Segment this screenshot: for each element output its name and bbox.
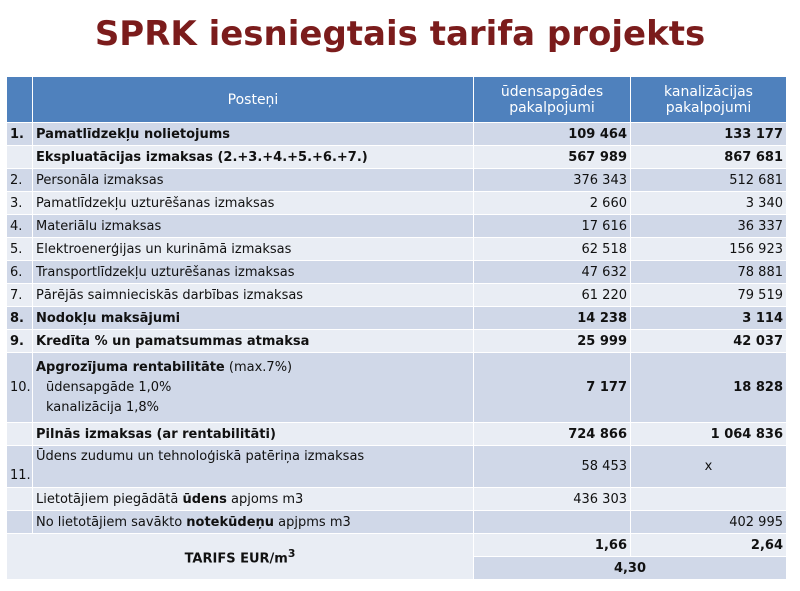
row-sewer: 78 881: [631, 261, 787, 284]
row-sewer: 36 337: [631, 215, 787, 238]
tariff-water: 1,66: [474, 534, 631, 557]
row-label: Pilnās izmaksas (ar rentabilitāti): [33, 423, 474, 446]
table-row: [7, 307, 787, 330]
tariff-table: [6, 76, 787, 580]
row-water: 47 632: [474, 261, 631, 284]
row-label: Ūdens zudumu un tehnoloģiskā patēriņa izmaksas: [33, 446, 474, 488]
table-row: [7, 238, 787, 261]
table-row: [7, 423, 787, 446]
header-sewer: [631, 77, 787, 123]
table-row: [7, 123, 787, 146]
row-label: [33, 353, 474, 423]
row-num: [7, 488, 33, 511]
profitability-row: [7, 353, 787, 423]
row-num: 9.: [7, 330, 33, 353]
profitability-sewer-rate: kanalizācija 1,8%: [46, 399, 159, 415]
tariff-row: [7, 534, 787, 557]
row-sewer: 1 064 836: [631, 423, 787, 446]
row-sewer: x: [631, 446, 787, 488]
row-sewer: 512 681: [631, 169, 787, 192]
row-label: [33, 511, 474, 534]
row-sewer: 402 995: [631, 511, 787, 534]
row-sewer: 42 037: [631, 330, 787, 353]
row-water: [474, 511, 631, 534]
row-label: [33, 488, 474, 511]
row-label: Nodokļu maksājumi: [33, 307, 474, 330]
row-water: 2 660: [474, 192, 631, 215]
row-sewer: 156 923: [631, 238, 787, 261]
row-sewer: 3 114: [631, 307, 787, 330]
tariff-label-sup: 3: [287, 546, 296, 560]
row-sewer: 133 177: [631, 123, 787, 146]
row-num: 4.: [7, 215, 33, 238]
header-water-line1: ūdensapgādes: [500, 83, 604, 100]
supplied-bold: ūdens: [182, 491, 227, 507]
row-water: 62 518: [474, 238, 631, 261]
profitability-title-rest: (max.7%): [224, 359, 293, 375]
table-header-row: [7, 77, 787, 123]
tariff-label: [7, 534, 474, 580]
row-num: [7, 423, 33, 446]
row-num: 8.: [7, 307, 33, 330]
collected-pre: No lietotājiem savākto: [36, 514, 187, 530]
table-row: [7, 284, 787, 307]
row-water: 17 616: [474, 215, 631, 238]
table-row: [7, 146, 787, 169]
row-label: Materiālu izmaksas: [33, 215, 474, 238]
header-water-line2: pakalpojumi: [509, 99, 595, 116]
header-sewer-line2: pakalpojumi: [665, 99, 752, 116]
row-num: 5.: [7, 238, 33, 261]
table-row: [7, 261, 787, 284]
header-water: [474, 77, 631, 123]
table-row: [7, 488, 787, 511]
row-water: 14 238: [474, 307, 631, 330]
row-num: 6.: [7, 261, 33, 284]
row-label: Elektroenerģijas un kurināmā izmaksas: [33, 238, 474, 261]
table-row: [7, 511, 787, 534]
table-row: [7, 169, 787, 192]
profitability-water-rate: ūdensapgāde 1,0%: [46, 379, 172, 395]
row-water: 109 464: [474, 123, 631, 146]
profitability-title-bold: Apgrozījuma rentabilitāte: [36, 359, 225, 375]
row-sewer: 3 340: [631, 192, 787, 215]
header-num-cell: [7, 77, 33, 123]
row-num: 2.: [7, 169, 33, 192]
row-label: Pārējās saimnieciskās darbības izmaksas: [33, 284, 474, 307]
row-num: 11.: [7, 446, 33, 488]
row-label: Pamatlīdzekļu uzturēšanas izmaksas: [33, 192, 474, 215]
row-num: [7, 146, 33, 169]
row-label: Kredīta % un pamatsummas atmaksa: [33, 330, 474, 353]
page-title: SPRK iesniegtais tarifa projekts: [94, 14, 706, 54]
table-row: [7, 192, 787, 215]
tariff-label-text: TARIFS EUR/m: [184, 551, 288, 567]
supplied-pre: Lietotājiem piegādātā: [36, 491, 183, 507]
collected-bold: notekūdeņu: [186, 514, 275, 530]
losses-row: [7, 446, 787, 488]
supplied-post: apjoms m3: [226, 491, 304, 507]
table-row: [7, 215, 787, 238]
row-water: 61 220: [474, 284, 631, 307]
row-label: Personāla izmaksas: [33, 169, 474, 192]
header-sewer-line1: kanalizācijas: [664, 83, 753, 100]
row-num: 1.: [7, 123, 33, 146]
tariff-sewer: 2,64: [631, 534, 787, 557]
row-water: 724 866: [474, 423, 631, 446]
row-label: Transportlīdzekļu uzturēšanas izmaksas: [33, 261, 474, 284]
row-water: 376 343: [474, 169, 631, 192]
row-num: [7, 511, 33, 534]
tariff-total: 4,30: [474, 557, 787, 580]
row-water: 25 999: [474, 330, 631, 353]
row-num: 3.: [7, 192, 33, 215]
row-num: 7.: [7, 284, 33, 307]
row-label: Ekspluatācijas izmaksas (2.+3.+4.+5.+6.+7.): [33, 146, 474, 169]
collected-post: apjpms m3: [274, 514, 351, 530]
row-water: 567 989: [474, 146, 631, 169]
row-water: 7 177: [474, 353, 631, 423]
row-label: Pamatlīdzekļu nolietojums: [33, 123, 474, 146]
row-sewer: 867 681: [631, 146, 787, 169]
row-sewer: 79 519: [631, 284, 787, 307]
header-posteni: Posteņi: [33, 77, 474, 123]
table-row: [7, 330, 787, 353]
profitability-title: [36, 358, 470, 378]
row-num: 10.: [7, 353, 33, 423]
row-sewer: [631, 488, 787, 511]
row-water: 436 303: [474, 488, 631, 511]
row-sewer: 18 828: [631, 353, 787, 423]
row-water: 58 453: [474, 446, 631, 488]
